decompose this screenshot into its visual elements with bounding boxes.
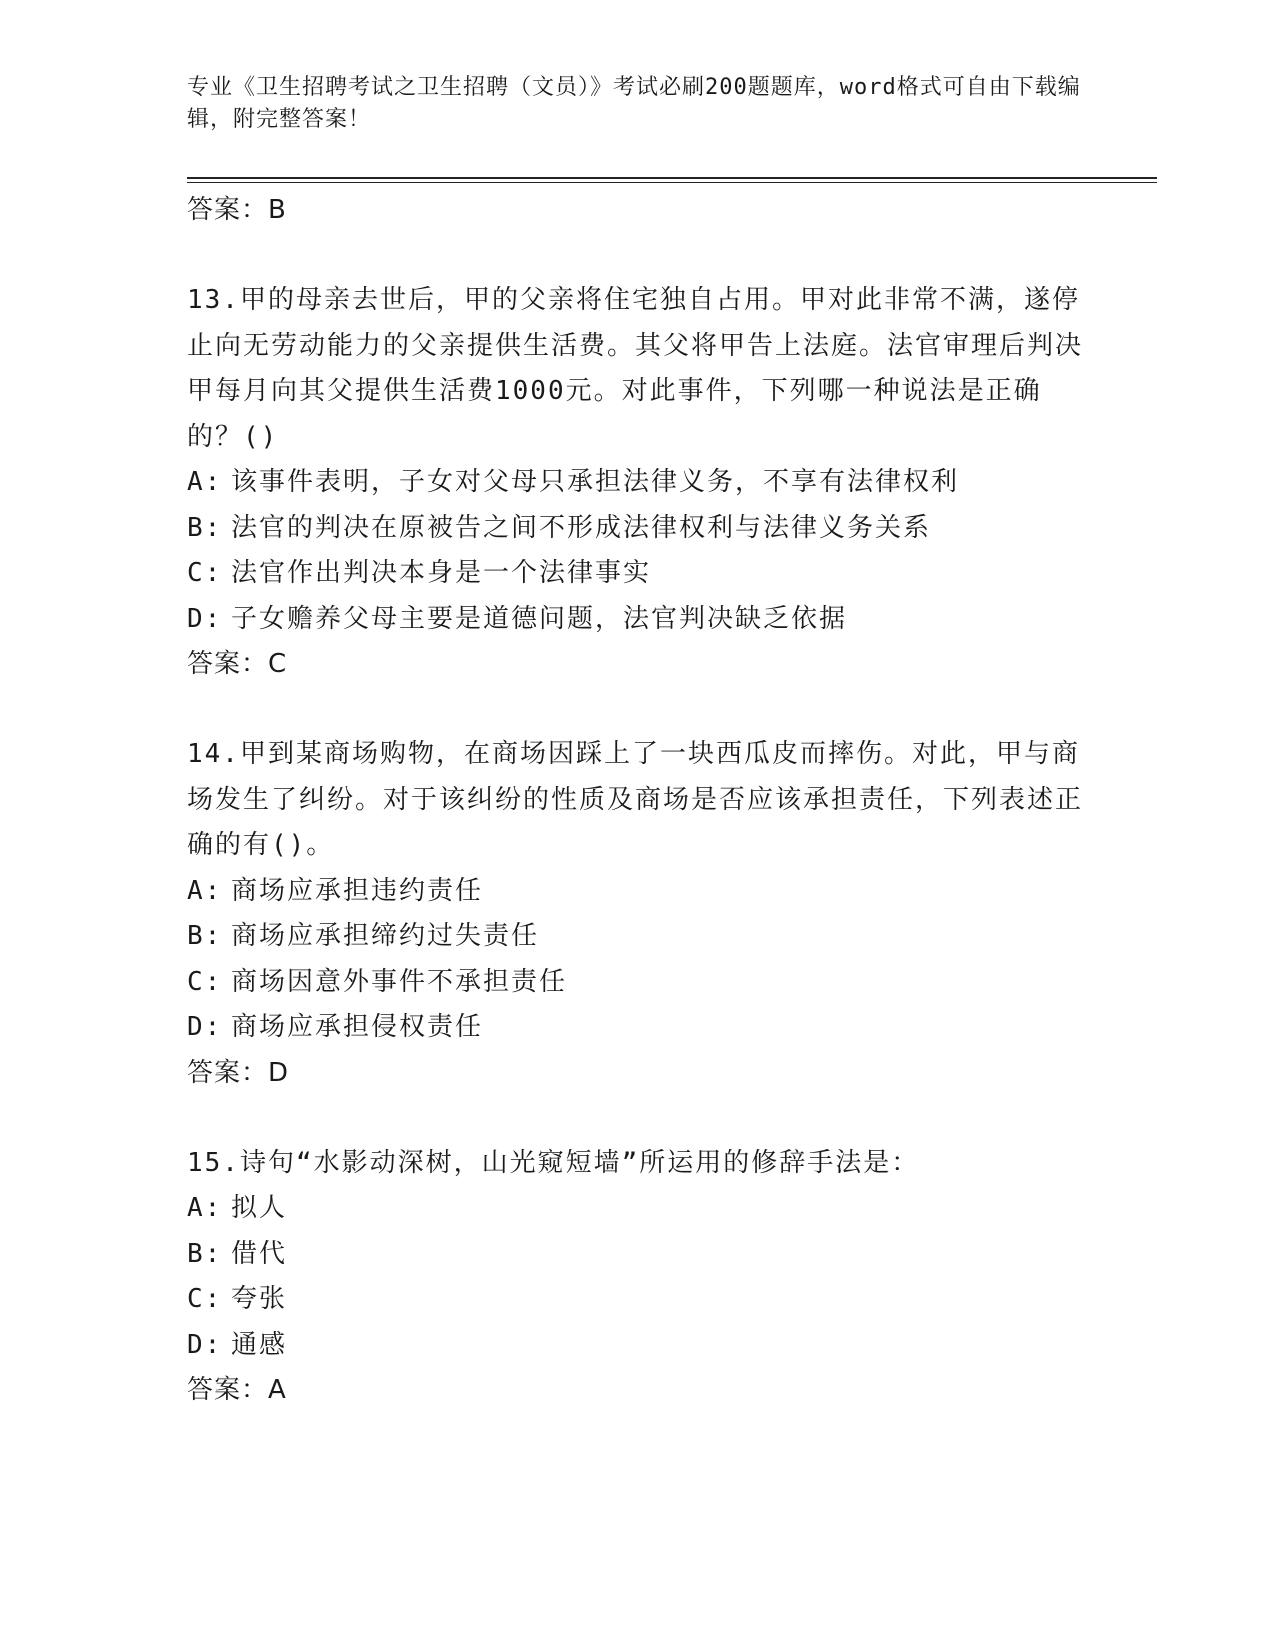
question-text — [187, 278, 1087, 460]
header-rule-thin — [187, 182, 1157, 183]
option-letter: D: — [187, 1329, 223, 1360]
answer-line — [187, 1368, 1087, 1413]
option-letter: D: — [187, 1012, 223, 1042]
question-number: 14. — [187, 739, 240, 769]
question-block — [187, 278, 1087, 687]
option-line — [187, 1005, 1087, 1051]
option-letter: C: — [187, 558, 223, 588]
question-text — [187, 1141, 1087, 1187]
option-letter: C: — [187, 966, 223, 997]
option-letter: A: — [187, 1193, 223, 1223]
option-text: 法官作出判决本身是一个法律事实 — [231, 558, 652, 588]
option-line — [187, 597, 1087, 643]
option-text: 该事件表明，子女对父母只承担法律义务，不享有法律权利 — [231, 467, 960, 497]
option-text: 夸张 — [231, 1284, 288, 1314]
answer-value: B — [268, 195, 287, 225]
answer-value: D — [268, 1057, 290, 1088]
answer-prefix: 答案： — [187, 1375, 269, 1405]
option-line — [187, 869, 1087, 915]
answer-line — [187, 642, 1087, 687]
answer-line — [187, 188, 1087, 233]
option-text: 子女赡养父母主要是道德问题，法官判决缺乏依据 — [231, 603, 848, 634]
option-letter: D: — [187, 603, 223, 634]
option-line — [187, 1277, 1087, 1323]
option-line — [187, 506, 1087, 552]
option-line — [187, 1232, 1087, 1278]
option-line — [187, 1186, 1087, 1232]
document-header: 专业《卫生招聘考试之卫生招聘（文员）》考试必刷200题题库，word格式可自由下载编辑，附完整答案！ — [187, 75, 1081, 132]
answer-prefix: 答案： — [187, 649, 269, 679]
option-text: 借代 — [231, 1238, 288, 1269]
option-letter: B: — [187, 512, 223, 543]
answer-value: C — [268, 649, 288, 679]
option-text: 商场应承担侵权责任 — [231, 1012, 484, 1042]
option-text: 商场应承担缔约过失责任 — [231, 921, 540, 951]
question-stem: 甲到某商场购物，在商场因踩上了一块西瓜皮而摔伤。对此，甲与商场发生了纠纷。对于该纠纷的性质及商场是否应该承担责任，下列表述正确的有()。 — [187, 739, 1084, 860]
option-text: 法官的判决在原被告之间不形成法律权利与法律义务关系 — [231, 512, 932, 543]
question-block — [187, 732, 1087, 1096]
option-line — [187, 460, 1087, 506]
header-rule-thick — [187, 177, 1157, 179]
question-number: 13. — [187, 285, 240, 315]
option-line — [187, 1323, 1087, 1369]
question-list — [187, 188, 1087, 1413]
option-text: 商场应承担违约责任 — [231, 875, 484, 906]
option-text: 商场因意外事件不承担责任 — [231, 966, 568, 997]
question-block — [187, 1141, 1087, 1414]
question-stem: 甲的母亲去世后，甲的父亲将住宅独自占用。甲对此非常不满，遂停止向无劳动能力的父亲提供生活费。其父将甲告上法庭。法官审理后判决甲每月向其父提供生活费1000元。对此事件，下列哪一种说法是正确的？() — [187, 285, 1084, 452]
answer-line — [187, 1051, 1087, 1096]
option-text: 拟人 — [231, 1193, 288, 1223]
option-letter: A: — [187, 875, 223, 906]
option-line — [187, 914, 1087, 960]
option-line — [187, 551, 1087, 597]
question-number: 15. — [187, 1147, 240, 1178]
question-stem: 诗句“水影动深树，山光窥短墙”所运用的修辞手法是： — [239, 1147, 920, 1178]
answer-prefix: 答案： — [187, 1057, 269, 1088]
answer-prefix: 答案： — [187, 195, 269, 225]
option-letter: B: — [187, 1238, 223, 1269]
option-letter: B: — [187, 921, 223, 951]
question-text — [187, 732, 1087, 869]
option-text: 通感 — [231, 1329, 288, 1360]
option-letter: C: — [187, 1284, 223, 1314]
answer-value: A — [268, 1375, 287, 1405]
option-letter: A: — [187, 467, 223, 497]
option-line — [187, 960, 1087, 1006]
